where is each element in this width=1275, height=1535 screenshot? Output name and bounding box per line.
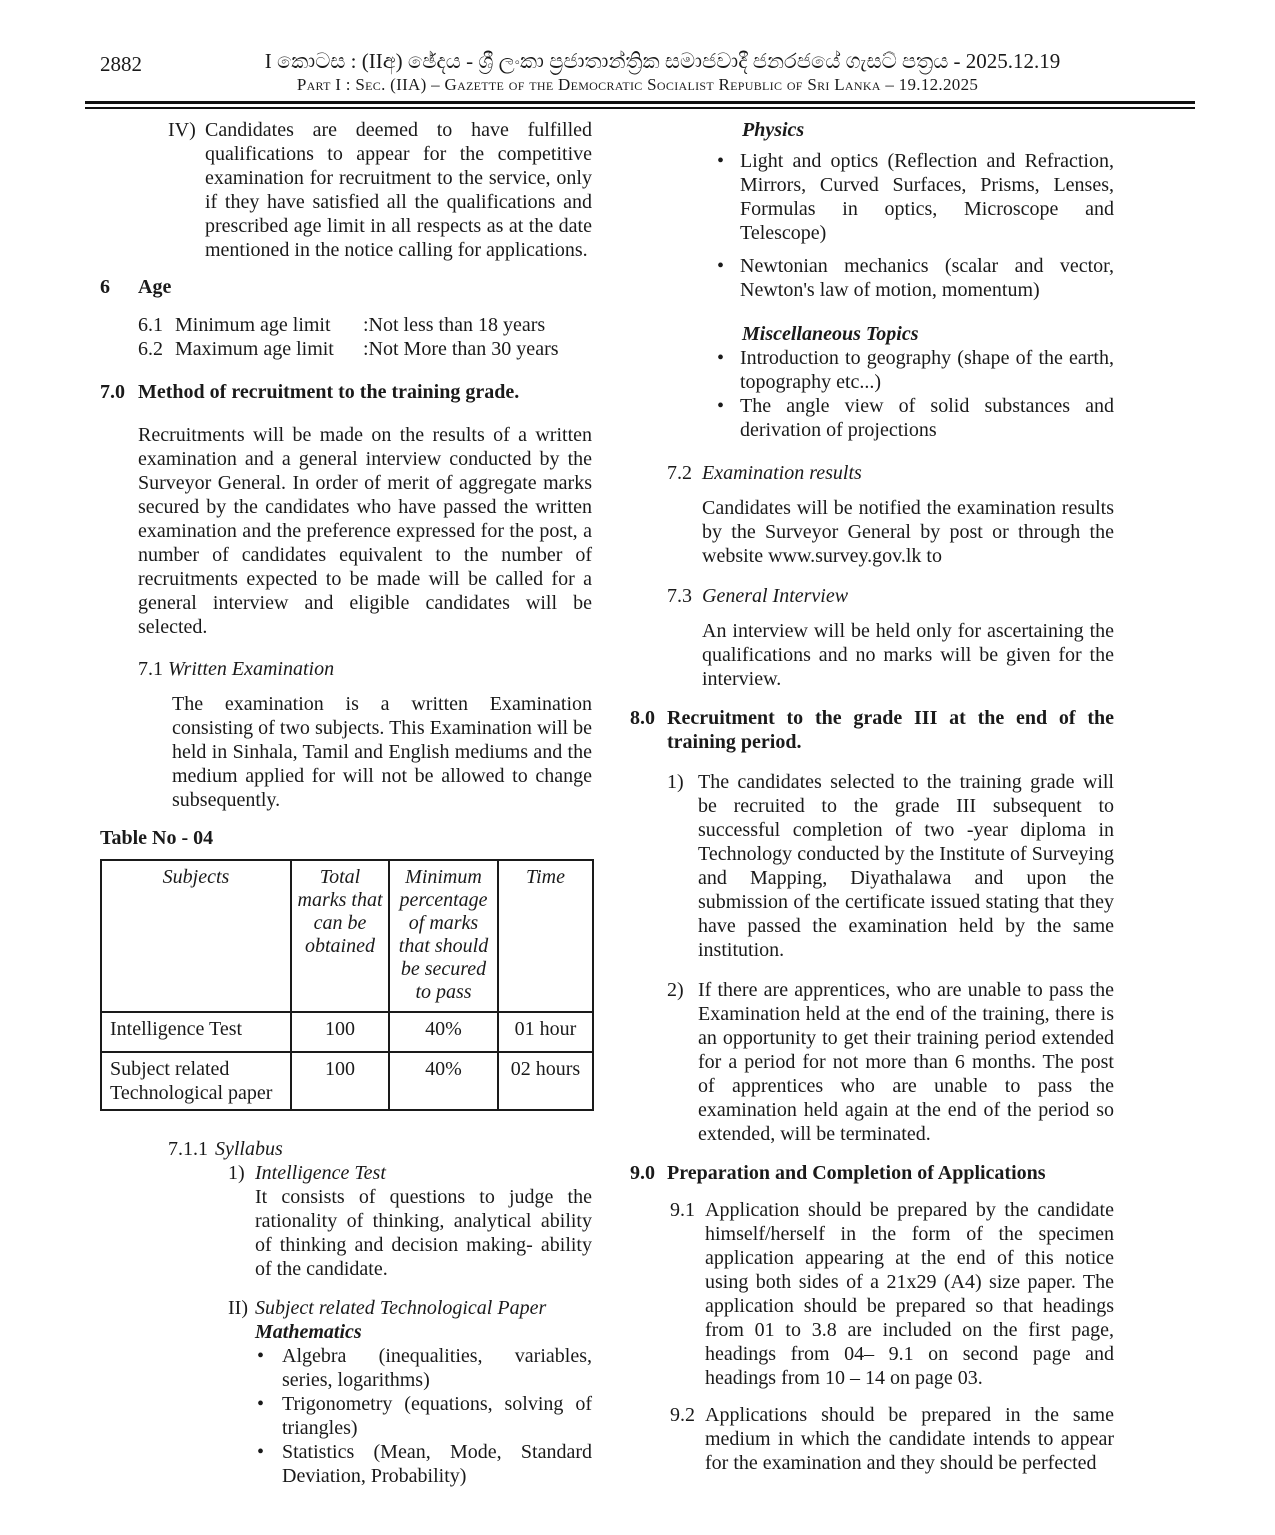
- syllabus-item-1-label: 1): [228, 1162, 245, 1184]
- cell-total-marks: 100: [291, 1012, 389, 1052]
- list-item: [717, 394, 1114, 442]
- section-8-item-2: [667, 978, 1114, 1146]
- bullet-marker: •: [257, 1393, 265, 1415]
- bullet-marker: •: [717, 395, 725, 417]
- item-6-1-value: :Not less than 18 years: [363, 314, 546, 336]
- section-9-0-heading: [630, 1161, 1114, 1185]
- section-7-1-1-title: Syllabus: [215, 1138, 283, 1160]
- col-header-subjects: Subjects: [101, 860, 291, 1012]
- item-label: 9.1: [670, 1199, 695, 1221]
- clause-iv: [168, 118, 592, 262]
- gazette-title-sinhala: I කොටස : (IIඅ) ඡේදය - ශ්‍රී ලංකා ප්‍රජාතාන්ත්‍රික සමාජවාදී ජනරජයේ ගැසට් පත්‍රය - 2025.12.19: [264, 49, 1061, 73]
- age-limit-min-row: [138, 313, 592, 337]
- cell-subject: Intelligence Test: [101, 1012, 291, 1052]
- section-7-0-number: 7.0: [100, 381, 125, 403]
- bullet-text: Statistics (Mean, Mode, Standard Deviation, Probability): [282, 1441, 592, 1487]
- section-7-1-title: Written Examination: [168, 658, 335, 680]
- syllabus-item-2-body: [255, 1296, 592, 1488]
- item-label: 2): [667, 979, 684, 1001]
- cell-time: 02 hours: [498, 1052, 593, 1110]
- section-7-2-number: 7.2: [667, 462, 692, 484]
- section-7-3-number: 7.3: [667, 585, 692, 607]
- physics-heading: Physics: [742, 119, 805, 141]
- section-7-2-heading: [667, 461, 1114, 485]
- table-row: [101, 1012, 593, 1052]
- item-text: Application should be prepared by the candidate himself/herself in the form of the specimen application appearing at the end of this notice using both sides of a 21x29 (A4) size paper. The application should be prepared so that headings from 01 to 3.8 are included on the first page, headings from 04– 9.1 on second page and headings from 10 – 14 on page 03.: [705, 1199, 1114, 1389]
- bullet-marker: •: [717, 150, 725, 172]
- page-number: 2882: [100, 52, 142, 76]
- miscellaneous-topics-heading: Miscellaneous Topics: [742, 323, 919, 345]
- section-7-1-number: 7.1: [138, 658, 163, 680]
- bullet-text: The angle view of solid substances and derivation of projections: [740, 395, 1114, 441]
- page-body: [0, 118, 1275, 1488]
- page-header: [0, 0, 1275, 95]
- table-header-row: [101, 860, 593, 1012]
- syllabus-item-1-title: Intelligence Test: [255, 1162, 386, 1184]
- syllabus-item-2-subtitle: Mathematics: [255, 1321, 362, 1343]
- section-8-0-heading: [630, 706, 1114, 754]
- section-7-0-heading: [100, 380, 592, 404]
- syllabus-item-2-label: II): [228, 1297, 248, 1319]
- item-6-1-number: 6.1: [138, 314, 163, 336]
- section-7-1-1-number: 7.1.1: [168, 1138, 208, 1160]
- section-9-0-title: Preparation and Completion of Applications: [667, 1162, 1046, 1184]
- section-6-title: Age: [138, 276, 172, 298]
- bullet-text: Trigonometry (equations, solving of triangles): [282, 1393, 592, 1439]
- section-7-0-title: Method of recruitment to the training grade.: [138, 381, 520, 403]
- section-8-0-number: 8.0: [630, 707, 655, 729]
- cell-subject: Subject related Technological paper: [101, 1052, 291, 1110]
- right-column: [630, 118, 1114, 1488]
- section-7-2-paragraph: Candidates will be notified the examination results by the Surveyor General by post or through the website www.survey.gov.lk to: [702, 497, 1114, 567]
- list-item: [255, 1392, 592, 1440]
- bullet-text: Newtonian mechanics (scalar and vector, Newton's law of motion, momentum): [740, 255, 1114, 301]
- section-7-3-title: General Interview: [702, 585, 849, 607]
- section-7-1-1-heading: [168, 1137, 592, 1161]
- syllabus-item-1-text: It consists of questions to judge the rationality of thinking, analytical ability of thinking and decision making- ability of the candidate.: [255, 1186, 592, 1280]
- cell-min-percentage: 40%: [389, 1012, 498, 1052]
- cell-total-marks: 100: [291, 1052, 389, 1110]
- section-9-0-number: 9.0: [630, 1162, 655, 1184]
- cell-min-percentage: 40%: [389, 1052, 498, 1110]
- item-6-1-label: Minimum age limit: [175, 314, 331, 336]
- section-7-3-paragraph: An interview will be held only for ascertaining the qualifications and no marks will be given for the interview.: [702, 620, 1114, 690]
- bullet-text: Algebra (inequalities, variables, series, logarithms): [282, 1345, 592, 1391]
- col-header-min-percentage: Minimum percentage of marks that should be secured to pass: [389, 860, 498, 1012]
- section-7-1-paragraph: The examination is a written Examination consisting of two subjects. This Examination will be held in Sinhala, Tamil and English mediums and the medium applied for will not be allowed to change subsequently.: [172, 693, 592, 811]
- table-caption: Table No - 04: [100, 827, 214, 849]
- col-header-total-marks: Total marks that can be obtained: [291, 860, 389, 1012]
- age-limit-max-row: [138, 337, 592, 361]
- list-item: [255, 1344, 592, 1392]
- list-item: [717, 149, 1114, 245]
- item-text: Applications should be prepared in the same medium in which the candidate intends to appear for the examination and they should be perfected: [705, 1404, 1114, 1474]
- left-column: [100, 118, 592, 1488]
- clause-iv-text: Candidates are deemed to have fulfilled qualifications to appear for the competitive examination for recruitment to the service, only if they have satisfied all the qualifications and prescribed age limit in all respects as at the date mentioned in the notice calling for applications.: [205, 119, 592, 261]
- section-9-item-2: [670, 1403, 1114, 1475]
- syllabus-item-2-title: Subject related Technological Paper: [255, 1297, 547, 1319]
- gazette-title-english: Part I : Sec. (IIA) – Gazette of the Democratic Socialist Republic of Sri Lanka – 19.12.2025: [296, 75, 979, 94]
- item-label: 9.2: [670, 1404, 695, 1426]
- syllabus-item-2: [228, 1296, 592, 1488]
- cell-time: 01 hour: [498, 1012, 593, 1052]
- exam-subjects-table: [100, 859, 594, 1111]
- bullet-marker: •: [257, 1345, 265, 1367]
- bullet-text: Light and optics (Reflection and Refraction, Mirrors, Curved Surfaces, Prisms, Lenses, Formulas in optics, Microscope and Telescope): [740, 150, 1114, 244]
- section-6-heading: [100, 275, 592, 299]
- syllabus-item-1-body: [255, 1161, 592, 1281]
- item-6-2-value: :Not More than 30 years: [363, 338, 559, 360]
- item-6-2-number: 6.2: [138, 338, 163, 360]
- item-label: 1): [667, 771, 684, 793]
- list-item: [717, 346, 1114, 394]
- item-text: If there are apprentices, who are unable to pass the Examination held at the end of the training, there is an opportunity to get their training period extended for a period for not more than 6 months. The post of apprentices who are unable to pass the examination held again at the end of the period so extended, will be terminated.: [698, 979, 1114, 1145]
- section-8-0-title: Recruitment to the grade III at the end of the training period.: [667, 707, 1114, 753]
- item-text: The candidates selected to the training grade will be recruited to the grade III subsequent to successful completion of two -year diploma in Technology conducted by the Institute of Surveying and Mapping, Diyathalawa and upon the submission of the certificate issued stating that they have passed the examination held by the same institution.: [698, 771, 1114, 961]
- clause-iv-label: IV): [168, 119, 196, 141]
- section-7-0-paragraph: Recruitments will be made on the results of a written examination and a general interview conducted by the Surveyor General. In order of merit of aggregate marks secured by the candidates who have passed the written examination and the preference expressed for the post, a number of candidates equivalent to the number of recruitments expected to be made will be called for a general interview and eligible candidates will be selected.: [138, 424, 592, 638]
- syllabus-item-1: [228, 1161, 592, 1281]
- col-header-time: Time: [498, 860, 593, 1012]
- table-row: [101, 1052, 593, 1110]
- bullet-text: Introduction to geography (shape of the earth, topography etc...): [740, 347, 1114, 393]
- bullet-marker: •: [257, 1441, 265, 1463]
- list-item: [255, 1440, 592, 1488]
- section-6-number: 6: [100, 276, 110, 298]
- section-7-1-heading: [138, 657, 592, 681]
- list-item: [717, 254, 1114, 302]
- section-7-2-title: Examination results: [702, 462, 862, 484]
- section-7-3-heading: [667, 584, 1114, 608]
- section-8-item-1: [667, 770, 1114, 962]
- bullet-marker: •: [717, 255, 725, 277]
- header-divider: [85, 101, 1195, 109]
- section-9-item-1: [670, 1198, 1114, 1390]
- bullet-marker: •: [717, 347, 725, 369]
- item-6-2-label: Maximum age limit: [175, 338, 334, 360]
